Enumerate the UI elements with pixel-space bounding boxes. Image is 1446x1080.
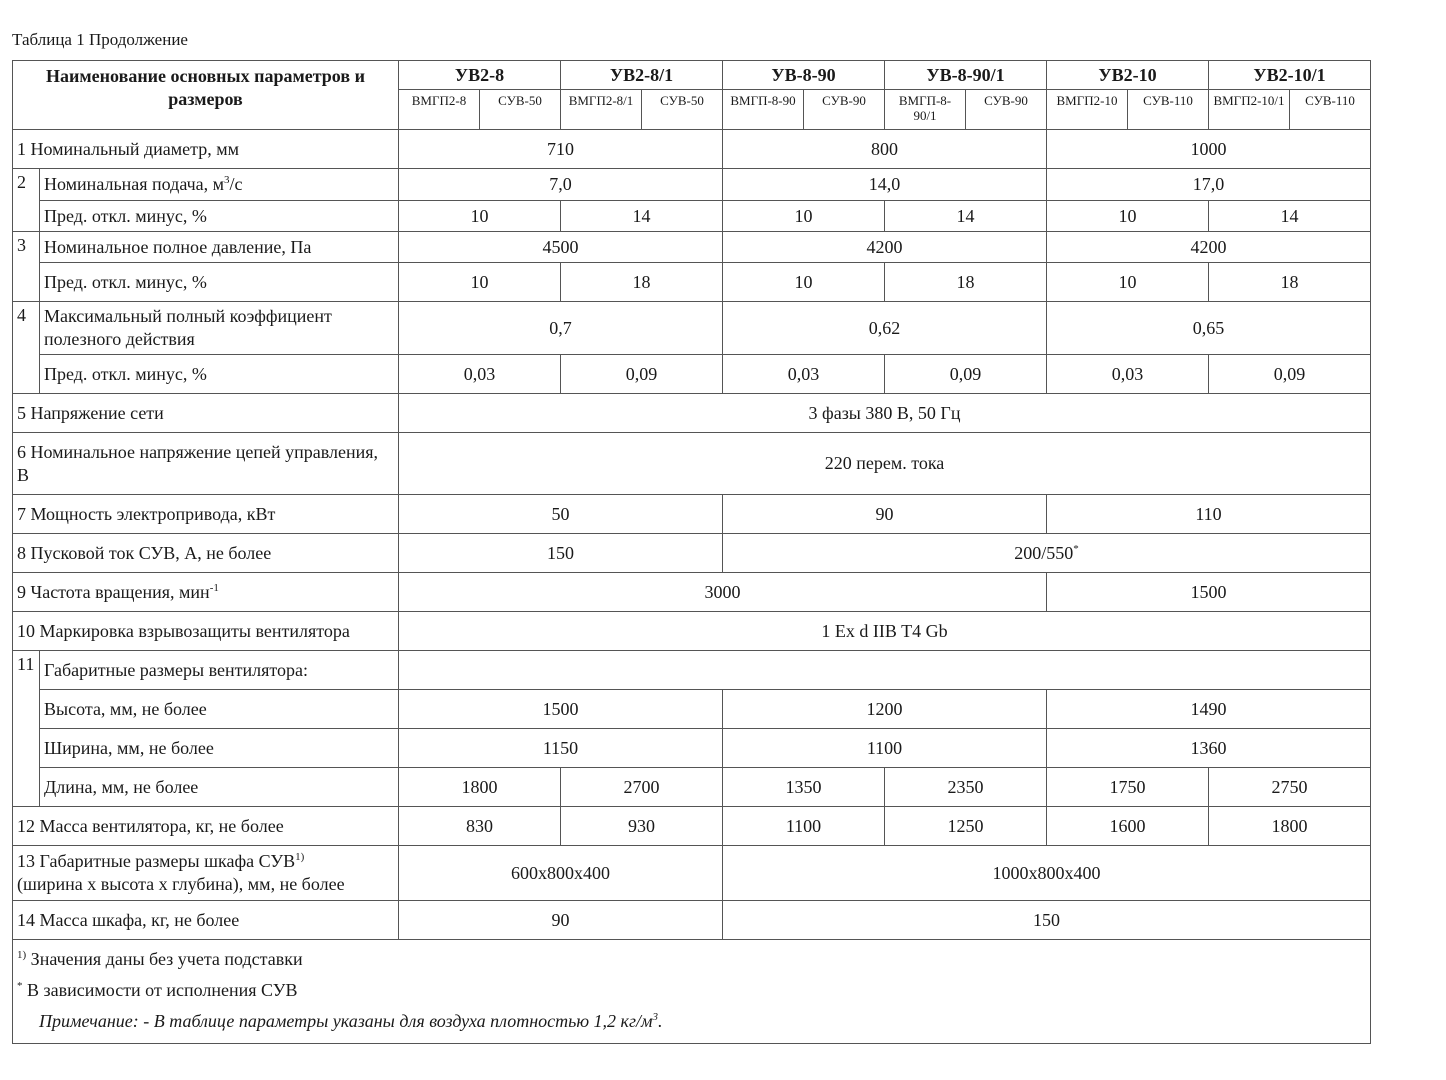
cell-value: 1 Ex d IIB T4 Gb: [399, 612, 1371, 651]
header-row-models: [13, 61, 1371, 90]
cell-value: 50: [399, 495, 723, 534]
cell-value: 1800: [399, 768, 561, 807]
cell-value: 18: [885, 263, 1047, 302]
sub-header: ВМГП2-10/1: [1209, 90, 1290, 130]
sub-header: ВМГП2-10: [1047, 90, 1128, 130]
cell-value: 710: [399, 130, 723, 169]
table-row: [13, 729, 1371, 768]
cell-value: 10: [723, 201, 885, 232]
cell-value: 0,65: [1047, 302, 1371, 355]
cell-value: 200/550*: [723, 534, 1371, 573]
row-label: Номинальная подача, $м^3/с$: [40, 169, 399, 201]
model-header: УВ2-10/1: [1209, 61, 1371, 90]
table-caption: Таблица 1 Продолжение: [12, 30, 188, 49]
row-label: Ширина, мм, не более: [40, 729, 399, 768]
row-label: 8 Пусковой ток СУВ, А, не более: [13, 534, 399, 573]
notes-row: [13, 940, 1371, 1044]
model-header: УВ2-8/1: [561, 61, 723, 90]
cell-value: 1600: [1047, 807, 1209, 846]
cell-value: 930: [561, 807, 723, 846]
table-row: [13, 651, 1371, 690]
cell-value: 17,0: [1047, 169, 1371, 201]
cell-value: 2350: [885, 768, 1047, 807]
cell-value: 4200: [723, 232, 1047, 263]
row-label: 1 Номинальный диаметр, мм: [13, 130, 399, 169]
cell-value: 2700: [561, 768, 723, 807]
cell-value: 1150: [399, 729, 723, 768]
sub-header: ВМГП-8-90/1: [885, 90, 966, 130]
cell-value: 0,03: [723, 355, 885, 394]
sub-header: ВМГП-8-90: [723, 90, 804, 130]
cell-value: 1490: [1047, 690, 1371, 729]
cell-value: 14: [1209, 201, 1371, 232]
cell-value: 110: [1047, 495, 1371, 534]
row-label: Пред. откл. минус, %: [40, 355, 399, 394]
cell-value: 1250: [885, 807, 1047, 846]
footnote-1: $^{1)}$ Значения даны без учета подставки: [17, 949, 303, 969]
table-row: [13, 355, 1371, 394]
cell-value: 0,62: [723, 302, 1047, 355]
cell-value: 2750: [1209, 768, 1371, 807]
cell-value: 150: [723, 901, 1371, 940]
table-row: [13, 768, 1371, 807]
cell-value: 4500: [399, 232, 723, 263]
cell-value: 0,09: [561, 355, 723, 394]
cell-value: 1200: [723, 690, 1047, 729]
row-label: Габаритные размеры вентилятора:: [40, 651, 399, 690]
table-row: [13, 263, 1371, 302]
cell-value: 90: [399, 901, 723, 940]
table-row: [13, 130, 1371, 169]
cell-value: 3 фазы 380 В, 50 Гц: [399, 394, 1371, 433]
table-row: [13, 433, 1371, 495]
table-row: [13, 612, 1371, 651]
cell-value: 1500: [1047, 573, 1371, 612]
model-header: УВ-8-90/1: [885, 61, 1047, 90]
cell-value: 7,0: [399, 169, 723, 201]
cell-value: 10: [1047, 201, 1209, 232]
cell-empty: [399, 651, 1371, 690]
cell-value: 1350: [723, 768, 885, 807]
row-label: 5 Напряжение сети: [13, 394, 399, 433]
row-label: Длина, мм, не более: [40, 768, 399, 807]
cell-value: 1800: [1209, 807, 1371, 846]
table-row: [13, 573, 1371, 612]
table-row: [13, 302, 1371, 355]
cell-value: 14: [561, 201, 723, 232]
cell-value: 800: [723, 130, 1047, 169]
sub-header: СУВ-110: [1290, 90, 1371, 130]
sub-header: СУВ-90: [966, 90, 1047, 130]
table-notes: [13, 940, 1371, 1044]
cell-value: 1750: [1047, 768, 1209, 807]
row-label: 6 Номинальное напряжение цепей управления, В: [13, 433, 399, 495]
cell-value: 0,09: [885, 355, 1047, 394]
model-header: УВ-8-90: [723, 61, 885, 90]
model-header: УВ2-10: [1047, 61, 1209, 90]
row-label: 12 Масса вентилятора, кг, не более: [13, 807, 399, 846]
table-row: [13, 201, 1371, 232]
table-row: [13, 901, 1371, 940]
table-row: [13, 394, 1371, 433]
sub-header: ВМГП2-8/1: [561, 90, 642, 130]
cell-value: 1100: [723, 807, 885, 846]
cell-value: 90: [723, 495, 1047, 534]
cell-value: 10: [399, 201, 561, 232]
sub-header: СУВ-50: [642, 90, 723, 130]
cell-value: 1000: [1047, 130, 1371, 169]
table-row: [13, 807, 1371, 846]
cell-value: 14,0: [723, 169, 1047, 201]
cell-value: 0,03: [399, 355, 561, 394]
param-header: Наименование основных параметров и размеров: [13, 61, 399, 130]
table-row: [13, 169, 1371, 201]
cell-value: 0,03: [1047, 355, 1209, 394]
cell-value: 0,7: [399, 302, 723, 355]
cell-value: 220 перем. тока: [399, 433, 1371, 495]
row-label: Максимальный полный коэффициент полезного действия: [40, 302, 399, 355]
cell-value: 1500: [399, 690, 723, 729]
table-row: [13, 846, 1371, 901]
cell-value: 14: [885, 201, 1047, 232]
cell-value: 0,09: [1209, 355, 1371, 394]
cell-value: 1360: [1047, 729, 1371, 768]
cell-value: 10: [399, 263, 561, 302]
row-label: 10 Маркировка взрывозащиты вентилятора: [13, 612, 399, 651]
cell-value: 3000: [399, 573, 1047, 612]
row-number: 4: [13, 302, 40, 394]
row-label: Высота, мм, не более: [40, 690, 399, 729]
cell-value: 18: [561, 263, 723, 302]
cell-value: 18: [1209, 263, 1371, 302]
model-header: УВ2-8: [399, 61, 561, 90]
cell-value: 10: [723, 263, 885, 302]
table-row: [13, 495, 1371, 534]
row-number: 11: [13, 651, 40, 807]
cell-value: 10: [1047, 263, 1209, 302]
parameters-table: [12, 60, 1371, 1044]
sub-header: ВМГП2-8: [399, 90, 480, 130]
table-remark: Примечание: - В таблице параметры указаны для воздуха плотностью 1,2 $кг/м^3$.: [39, 1011, 663, 1031]
cell-value: 150: [399, 534, 723, 573]
sub-header: СУВ-50: [480, 90, 561, 130]
row-label: Пред. откл. минус, %: [40, 201, 399, 232]
cell-value: 1000х800х400: [723, 846, 1371, 901]
row-label: 14 Масса шкафа, кг, не более: [13, 901, 399, 940]
cell-value: 600х800х400: [399, 846, 723, 901]
row-label: 13 Габаритные размеры шкафа СУВ$^{1)}$ (ширина х высота х глубина), мм, не более: [13, 846, 399, 901]
table-row: [13, 232, 1371, 263]
table-row: [13, 534, 1371, 573]
row-number: 3: [13, 232, 40, 302]
row-label: Номинальное полное давление, Па: [40, 232, 399, 263]
cell-value: 4200: [1047, 232, 1371, 263]
row-label: Пред. откл. минус, %: [40, 263, 399, 302]
table-row: [13, 690, 1371, 729]
row-label: 9 Частота вращения, мин$^{-1}$: [13, 573, 399, 612]
cell-value: 830: [399, 807, 561, 846]
row-label: 7 Мощность электропривода, кВт: [13, 495, 399, 534]
sub-header: СУВ-90: [804, 90, 885, 130]
sub-header: СУВ-110: [1128, 90, 1209, 130]
cell-value: 1100: [723, 729, 1047, 768]
row-number: 2: [13, 169, 40, 232]
footnote-2: * В зависимости от исполнения СУВ: [17, 980, 298, 1000]
